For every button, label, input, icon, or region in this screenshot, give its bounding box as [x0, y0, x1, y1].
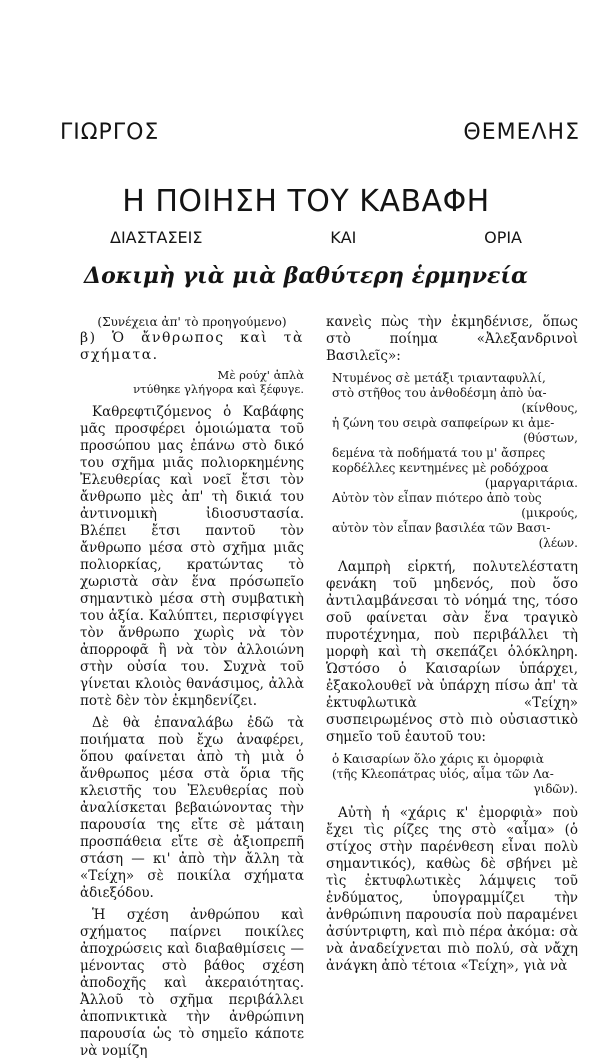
epigraph-line: Μὲ ρούχ' ἁπλὰ	[217, 368, 304, 382]
epigraph	[80, 368, 304, 396]
poem-quote	[332, 752, 578, 797]
poem-line-cont: γιδῶν).	[533, 782, 578, 796]
poem-line: ὁ Καισαρίων ὅλο χάρις κι ὀμορφιὰ	[332, 752, 544, 766]
article-subtitle: ΔΙΑΣΤΑΣΕΙΣ ΚΑΙ ΟΡΙΑ	[110, 228, 522, 247]
article-title: Η ΠΟΙΗΣΗ ΤΟΥ ΚΑΒΑΦΗ	[122, 184, 490, 219]
continued-note: (Συνέχεια ἀπ' τὸ προηγούμενο)	[97, 315, 287, 329]
poem-line: δεμένα τὰ ποδήματά του μ' ἄσπρες	[332, 446, 546, 460]
article-tagline: Δοκιμὴ γιὰ μιὰ βαθύτερη ἑρμηνεία	[84, 263, 528, 289]
poem-quote	[332, 371, 578, 551]
poem-line: αὐτὸν τὸν εἶπαν βασιλέα τῶν Βασι-	[332, 521, 551, 535]
poem-line-cont: (μικρούς,	[521, 506, 578, 520]
poem-line-cont: (μαργαριτάρια.	[484, 476, 578, 490]
poem-line-cont: (λέων.	[538, 536, 578, 550]
epigraph-line: ντύθηκε γλήγορα καὶ ξέφυγε.	[133, 382, 304, 396]
poem-line-cont: (θύστων,	[523, 431, 578, 445]
body-paragraph: Λαμπρὴ εἱρκτή, πολυτελέστατη φενάκη τοῦ μηδενός, ποὺ ὅσο ἀντιλαμβάνεσαι τὸ νόημά της, τόσο σοῦ φαίνεται σὰν ἕνα τραγικὸ πυροτέχνημα, ποὺ περιβάλλει τὴ μορφὴ καὶ τὴ σκεπάζει ὁλόκληρη. Ὡστόσο ὁ Καισαρίων ὑπάρχει, ἐξακολουθεῖ νὰ ὑπάρχη πίσω ἀπ' τὰ ἐκτυφλωτικὰ «Τείχη» συσπειρωμένος στὸ πιὸ οὐσιαστικὸ σημεῖο τοῦ ἑαυτοῦ του:	[326, 559, 578, 745]
section-heading: β) Ὁ ἄνθρωπος καὶ τὰ	[80, 330, 304, 346]
poem-line: κορδέλλες κεντημένες μὲ ροδόχροα	[332, 461, 549, 475]
poem-line: (τῆς Κλεοπάτρας υἱός, αἷμα τῶν Λα-	[332, 767, 554, 781]
poem-line: Ντυμένος σὲ μετάξι τριανταφυλλί,	[332, 371, 546, 385]
body-paragraph: Καθρεφτιζόμενος ὁ Καβάφης μᾶς προσφέρει ὁμοιώματα τοῦ προσώπου μας ἐπάνω στὸ δικό του σχῆμα μιᾶς πολιορκημένης Ἐλευθερίας καὶ νοεῖ ἔτσι τὸν ἄνθρωπο μὲς ἀπ' τὴ δικιά του ἀντινομικὴ ἰδιοσυστασία. Βλέπει ἔτσι παντοῦ τὸν ἄνθρωπο μέσα στὸ σχῆμα μιᾶς πολιορκίας, κρατώντας τὸ χωριστὰ σὰν ἕνα πρόσωπεῖο σημαντικὸ μέσα στὴ συμβατικὴ του ἀξία. Καλύπτει, περισφίγγει τὸν ἄνθρωπο χωρὶς νὰ τὸν ἀπορροφᾶ ἢ νὰ τὸν ἀλλοιώνη στὴν οὐσία του. Συχνὰ τοῦ γίνεται κλοιὸς θανάσιμος, ἀλλὰ ποτὲ δὲν τὸν ἐκμηδενίζει.	[80, 404, 304, 709]
poem-line: στὸ στῆθος του ἀνθοδέσμη ἀπὸ ὑα-	[332, 386, 547, 400]
body-paragraph: Αὐτὴ ἡ «χάρις κ' ἐμορφιὰ» ποὺ ἔχει τὶς ρίζες της στὸ «αἷμα» (ὁ στίχος στὴν παρένθεση εἶναι πολὺ σημαντικός), καθὼς δὲ σβήνει μὲ τὶς ἐκτυφλωτικὲς λάμψεις τοῦ ἐνδύματος, ὑπογραμμίζει τὴν ἀνθρώπινη παρουσία ποὺ παραμένει ἀσύντριφτη, καὶ πιὸ πέρα ἀκόμα: σὰ νὰ ἀναδείχνεται πιὸ πολύ, σὰ νἄχη ἀνάγκη ἀπὸ τέτοια «Τείχη», γιὰ νὰ	[326, 805, 578, 974]
poem-line: Αὐτὸν τὸν εἶπαν πιότερο ἀπὸ τοὺς	[332, 491, 542, 505]
section-heading-cont: σχήματα.	[80, 347, 159, 363]
body-paragraph: κανεὶς πὼς τὴν ἐκμηδένισε, ὅπως στὸ ποίημα «Ἀλεξανδρινοὶ Βασιλεῖς»:	[326, 314, 578, 364]
body-paragraph: Ἡ σχέση ἀνθρώπου καὶ σχήματος παίρνει ποικίλες ἀποχρώσεις καὶ διαβαθμίσεις — μένοντας στὸ βάθος σχέση ἀποδοχῆς καὶ ἀκεραιότητας. Ἀλλοῦ τὸ σχῆμα περιβάλλει ἀποπνικτικὰ τὴν ἀνθρώπινη παρουσία ὡς τὸ σημεῖο κάποτε νὰ νομίζη	[80, 907, 304, 1059]
right-column	[326, 314, 578, 975]
body-paragraph: Δὲ θὰ ἐπαναλάβω ἐδῶ τὰ ποιήματα ποὺ ἔχω ἀναφέρει, ὅπου φαίνεται ἀπὸ τὴ μιὰ ὁ ἄνθρωπος μέσα στὰ ὅρια τῆς κλειστῆς του Ἐλευθερίας ποὺ ἀναλίσκεται βεβαιώνοντας τὴν παρουσία της εἴτε σὲ μάταιη προσπάθεια εἴτε σὲ ἀξιοπρεπῆ στάση — κι' ἀπὸ τὴν ἄλλη τὰ «Τείχη» σὲ ποικίλα σχήματα ἀδιεξόδου.	[80, 715, 304, 901]
poem-line: ἡ ζώνη του σειρὰ σαπφείρων κι ἀμε-	[332, 416, 555, 430]
author-name: ΓΙΩΡΓΟΣ ΘΕΜΕΛΗΣ	[60, 120, 580, 145]
poem-line-cont: (κίνθους,	[521, 401, 578, 415]
left-column	[80, 314, 304, 1060]
